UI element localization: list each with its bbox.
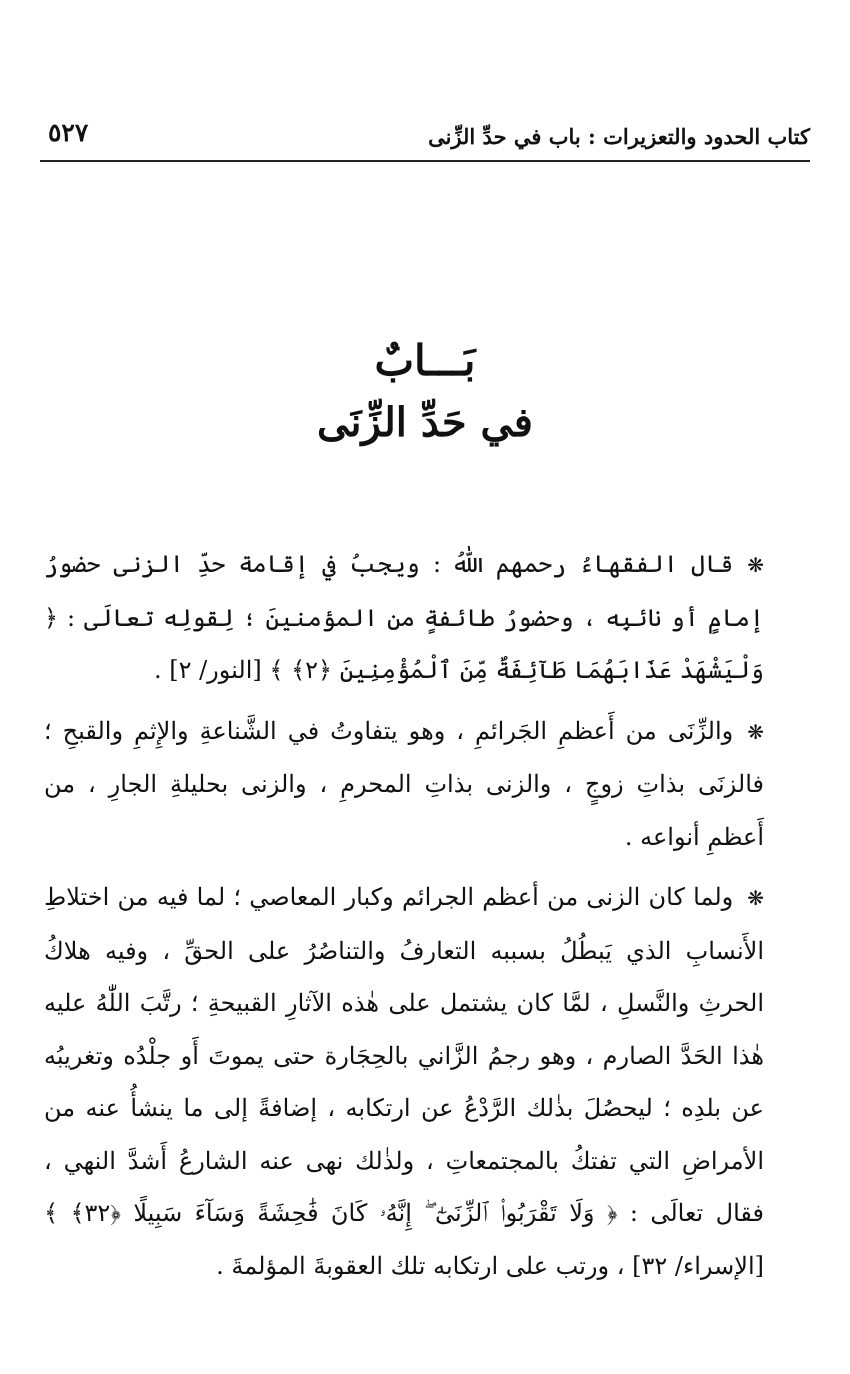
paragraph-3 <box>44 871 764 1292</box>
chapter-title: في حَدِّ الزِّنَى <box>317 399 533 446</box>
chapter-heading <box>0 330 850 454</box>
paragraph-text: ولما كان الزنى من أعظم الجرائم وكبار المعاصي ؛ لما فيه من اختلاطِ الأَنسابِ الذي يَبطُلُ بسببه التعارفُ والتناصُرُ على الحقِّ ، وفيه هلاكُ الحرثِ والنَّسلِ ، لمَّا كان يشتمل على هٰذه الآثارِ القبيحةِ ؛ رتَّبَ اللّٰهُ عليه هٰذا الحَدَّ الصارم ، وهو رجمُ الزَّاني بالحِجَارة حتى يموتَ أَو جلْدُه وتغريبُه عن بلدِه ؛ ليحصُلَ بذٰلك الرَّدْعُ عن ارتكابه ، إضافةً إلى ما ينشأُ عنه من الأمراضِ التي تفتكُ بالمجتمعاتِ ، ولذٰلك نهى عنه الشارعُ أَشدَّ النهي ، فقال تعالَى : ﴿ وَلَا تَقْرَبُوا۟ ٱلزِّنَىٰٓ ۖ إِنَّهُۥ كَانَ فَٰحِشَةً وَسَآءَ سَبِيلًا ﴿٣٢﴾ ﴾ [الإسراء/ ٣٢] ، ورتب على ارتكابه تلك العقوبةَ المؤلمةَ . <box>44 883 765 1280</box>
asterisk-marker: ❋ <box>747 886 764 910</box>
asterisk-marker: ❋ <box>747 553 764 577</box>
page-number: ٥٢٧ <box>48 118 89 147</box>
paragraph-text: قال الفقهاءُ رحمهم اللّٰهُ : ويجبُ في إقامة حدِّ الزنى حضورُ إمامٍ أو نائبِه ، وحضورُ طائفةٍ من المؤمنينَ ؛ لِقولِه تعالَى : ﴿ وَلْيَشْهَدْ عَذَابَهُمَا طَآئِفَةٌ مِّنَ ٱلْمُؤْمِنِينَ ﴿٢﴾ ﴾ [النور/ ٢] . <box>44 550 764 684</box>
paragraph-text: والزِّنَى من أَعظمِ الجَرائمِ ، وهو يتفاوتُ في الشَّناعةِ والإِثمِ والقبحِ ؛ فالزنَى بذاتِ زوجٍ ، والزنى بذاتِ المحرمِ ، والزنى بحليلةِ الجارِ ، من أَعظمِ أنواعه . <box>44 716 764 851</box>
paragraph-1 <box>44 538 764 697</box>
paragraph-2 <box>44 705 764 864</box>
chapter-word: بَـــابٌ <box>374 336 476 385</box>
page-header <box>40 112 810 162</box>
asterisk-marker: ❋ <box>747 719 764 744</box>
running-title: كتاب الحدود والتعزيرات : باب في حدِّ الزِّنى <box>428 124 810 149</box>
body-text <box>44 538 764 1300</box>
